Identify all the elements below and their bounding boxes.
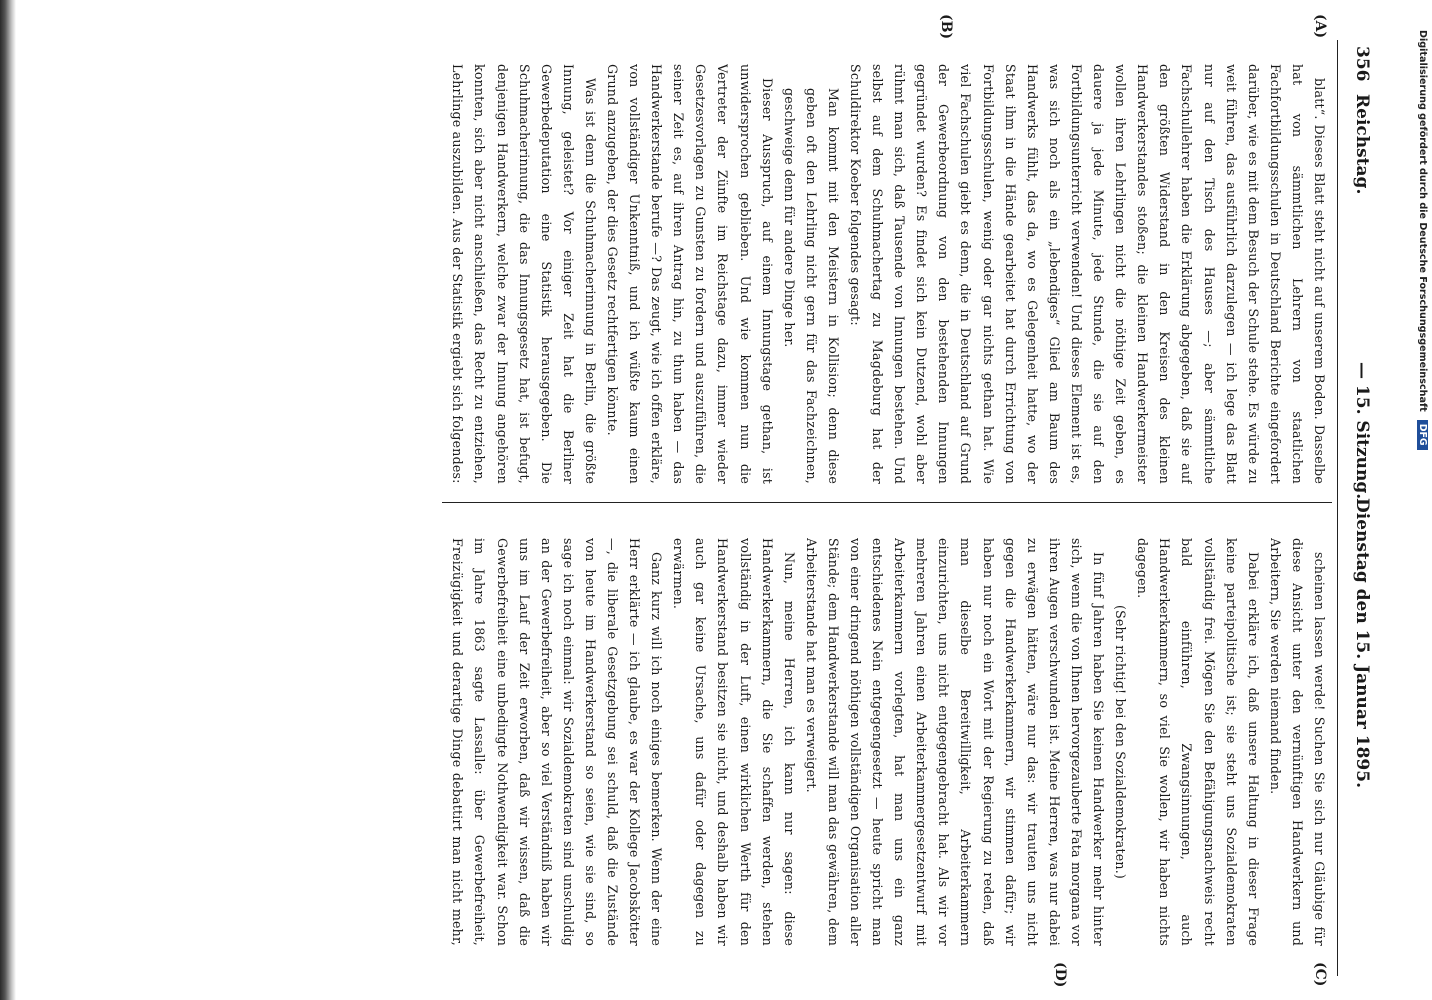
paragraph: Dabei erkläre ich, daß unsere Haltung in dieser Frage keine parteipolitische ist; sie steht uns Sozialdemokraten vollständig frei. Mögen Sie den Befähigungsnachweis recht bald einführen, Zwangsinnungen, auch Handwerkerkammern, so viel Sie wollen, wir haben nichts dagegen. <box>1135 538 1261 946</box>
margin-letter-a: (A) <box>1312 14 1328 39</box>
margin-letter-c: (C) <box>1312 962 1328 987</box>
margin-letter-d: (D) <box>1052 962 1068 988</box>
paragraph: Nun, meine Herren, ich kann nur sagen: diese Handwerkerkammern, die Sie schaffen werden, stehen vollständig in der Luft, einen wirklichen Werth für den Handwerkerstand besitzen sie nicht, und deshalb haben wir auch gar keine Ursache, uns dafür oder dagegen zu erwärmen. <box>671 538 797 946</box>
header-title: Reichstag. <box>1352 94 1372 195</box>
dfg-footer <box>1414 24 1432 984</box>
dfg-logo: DFG <box>1417 420 1428 450</box>
quotation: Man kommt mit den Meistern in Kollision; denn diese geben oft den Lehrling nicht gern für das Fachzeichnen, geschweige denn für andere Dinge her. <box>781 88 841 484</box>
header-session: — 15. Sitzung. <box>1352 362 1372 500</box>
column-divider <box>442 502 1332 503</box>
left-column <box>450 64 1330 484</box>
paragraph: Was ist denn die Schuhmacherinnung in Berlin, die größte Innung, geleistet? Vor einiger Zeit hat die Berliner Gewerbedeputation eine Statistik herausgegeben. Die Schuhmacherinnung, die das Innungsgesetz hat, ist befugt, denjenigen Handwerkern, welche zwar der Innung angehören konnten, sich aber nicht anschließen, das Recht zu entziehen, Lehrlinge auszubilden. Aus der Statistik ergiebt sich folgendes: <box>450 64 598 484</box>
paragraph: scheinen lassen werde! Suchen Sie sich nur Gläubige für diese Ansicht unter den vernünftigen Handwerkern und Arbeitern, Sie werden niemand finden. <box>1267 538 1327 946</box>
margin-letter-b: (B) <box>938 14 954 40</box>
page-number: 356 <box>1352 46 1372 82</box>
credit-text: Digitalisierung gefördert durch die Deutsche Forschungsgemeinschaft <box>1417 30 1428 412</box>
header-date: Dienstag den 15. Januar 1895. <box>1352 498 1372 788</box>
interjection: (Sehr richtig! bei den Sozialdemokraten.) <box>1113 604 1129 880</box>
paragraph: In fünf Jahren haben Sie keinen Handwerker mehr hinter sich, wenn die von Ihnen hervorgezauberte Fata morgana vor ihren Augen verschwunden ist. Meine Herren, was nur dabei zu erwägen hätten, wäre nur das: wir trauten uns nicht gegen die Handwerkerkammern, wir stimmen dafür; wir haben nur noch ein Wort mit der Regierung zu reden, daß man dieselbe Bereitwilligkeit, Arbeiterkammern einzurichten, uns nicht entgegengebracht hat. Als wir vor mehreren Jahren einen Arbeiterkammergesetzentwurf mit Arbeiterkammern vorlegten, hat man uns ein ganz entschiedenes Nein entgegengesetzt — heute spricht man von einer dringend nöthigen vollständigen Organisation aller Stände; dem Handwerkerstande will man das gewähren, dem Arbeiterstande hat man es verweigert. <box>803 538 1107 946</box>
paragraph: blatt“. Dieses Blatt steht nicht auf unserem Boden. Dasselbe hat von sämmtlichen Lehrern von staatlichen Fachfortbildungsschulen in Deutschland Berichte eingefordert darüber, wie es mit dem Besuch der Schule stehe. Es würde zu weit führen, das ausführlich darzulegen — ich lege das Blatt nur auf den Tisch des Hauses —; aber sämmtliche Fachschullehrer haben die Erklärung abgegeben, daß sie auf den größten Widerstand in den Kreisen des kleinen Handwerkerstandes stoßen; die kleinen Handwerkermeister wollen ihren Lehrlingen nicht die nöthige Zeit geben, es dauere ja jede Minute, jede Stunde, die sie auf den Fortbildungsunterricht verwenden! Und dieses Element ist es, was sich noch als ein „lebendiges“ Glied am Baum des Handwerks fühlt, das da, wo es Gelegenheit hatte, wo der Staat ihm in die Hände gearbeitet hat durch Errichtung von Fortbildungsschulen, wenig oder gar nichts gethan hat. Wie viel Fachschulen giebt es denn, die in Deutschland auf Grund der Gewerbeordnung von den bestehenden Innungen gegründet wurden? Es findet sich kein Dutzend, wohl aber rühmt man sich, daß Tausende von Innungen bestehen. Und selbst auf dem Schuhmachertag zu Magdeburg hat der Schuldirektor Koeber folgendes gesagt: <box>848 64 1327 484</box>
paragraph: Ganz kurz will ich noch einiges bemerken. Wenn der eine Herr erklärte — ich glaube, es war der Kollege Jacobskötter —, die liberale Gesetzgebung sei schuld, daß die Zustände von heute im Handwerkerstand so seien, wie sie sind, so sage ich noch einmal: wir Sozialdemokraten sind unschuldig an der Gewerbefreiheit, aber so viel Verständniß haben wir uns im Lauf der Zeit erworben, daß wir wissen, daß die Gewerbefreiheit eine unbedingte Nothwendigkeit war. Schon im Jahre 1863 sagte Lassalle: über Gewerbefreiheit, Freizügigkeit und derartige Dinge debattirt man nicht mehr, <box>450 538 665 946</box>
page-header <box>1337 40 1378 976</box>
paragraph: Dieser Ausspruch, auf einem Innungstage gethan, ist unwidersprochen geblieben. Und wie kommen nun die Vertreter der Zünfte im Reichstage dazu, immer wieder Gesetzesvorlagen zu Gunsten zu fordern und auszuführen, die seiner Zeit es, auf ihren Antrag hin, zu thun haben — das Handwerkerstande berufe —? Das zeugt, wie ich offen erkläre, von vollständiger Unkenntniß, und ich wüßte kaum einen Grund anzugeben, der dies Gesetz rechtfertigen könnte. <box>605 64 775 484</box>
right-column <box>450 538 1330 946</box>
digitization-credit <box>1417 30 1428 450</box>
